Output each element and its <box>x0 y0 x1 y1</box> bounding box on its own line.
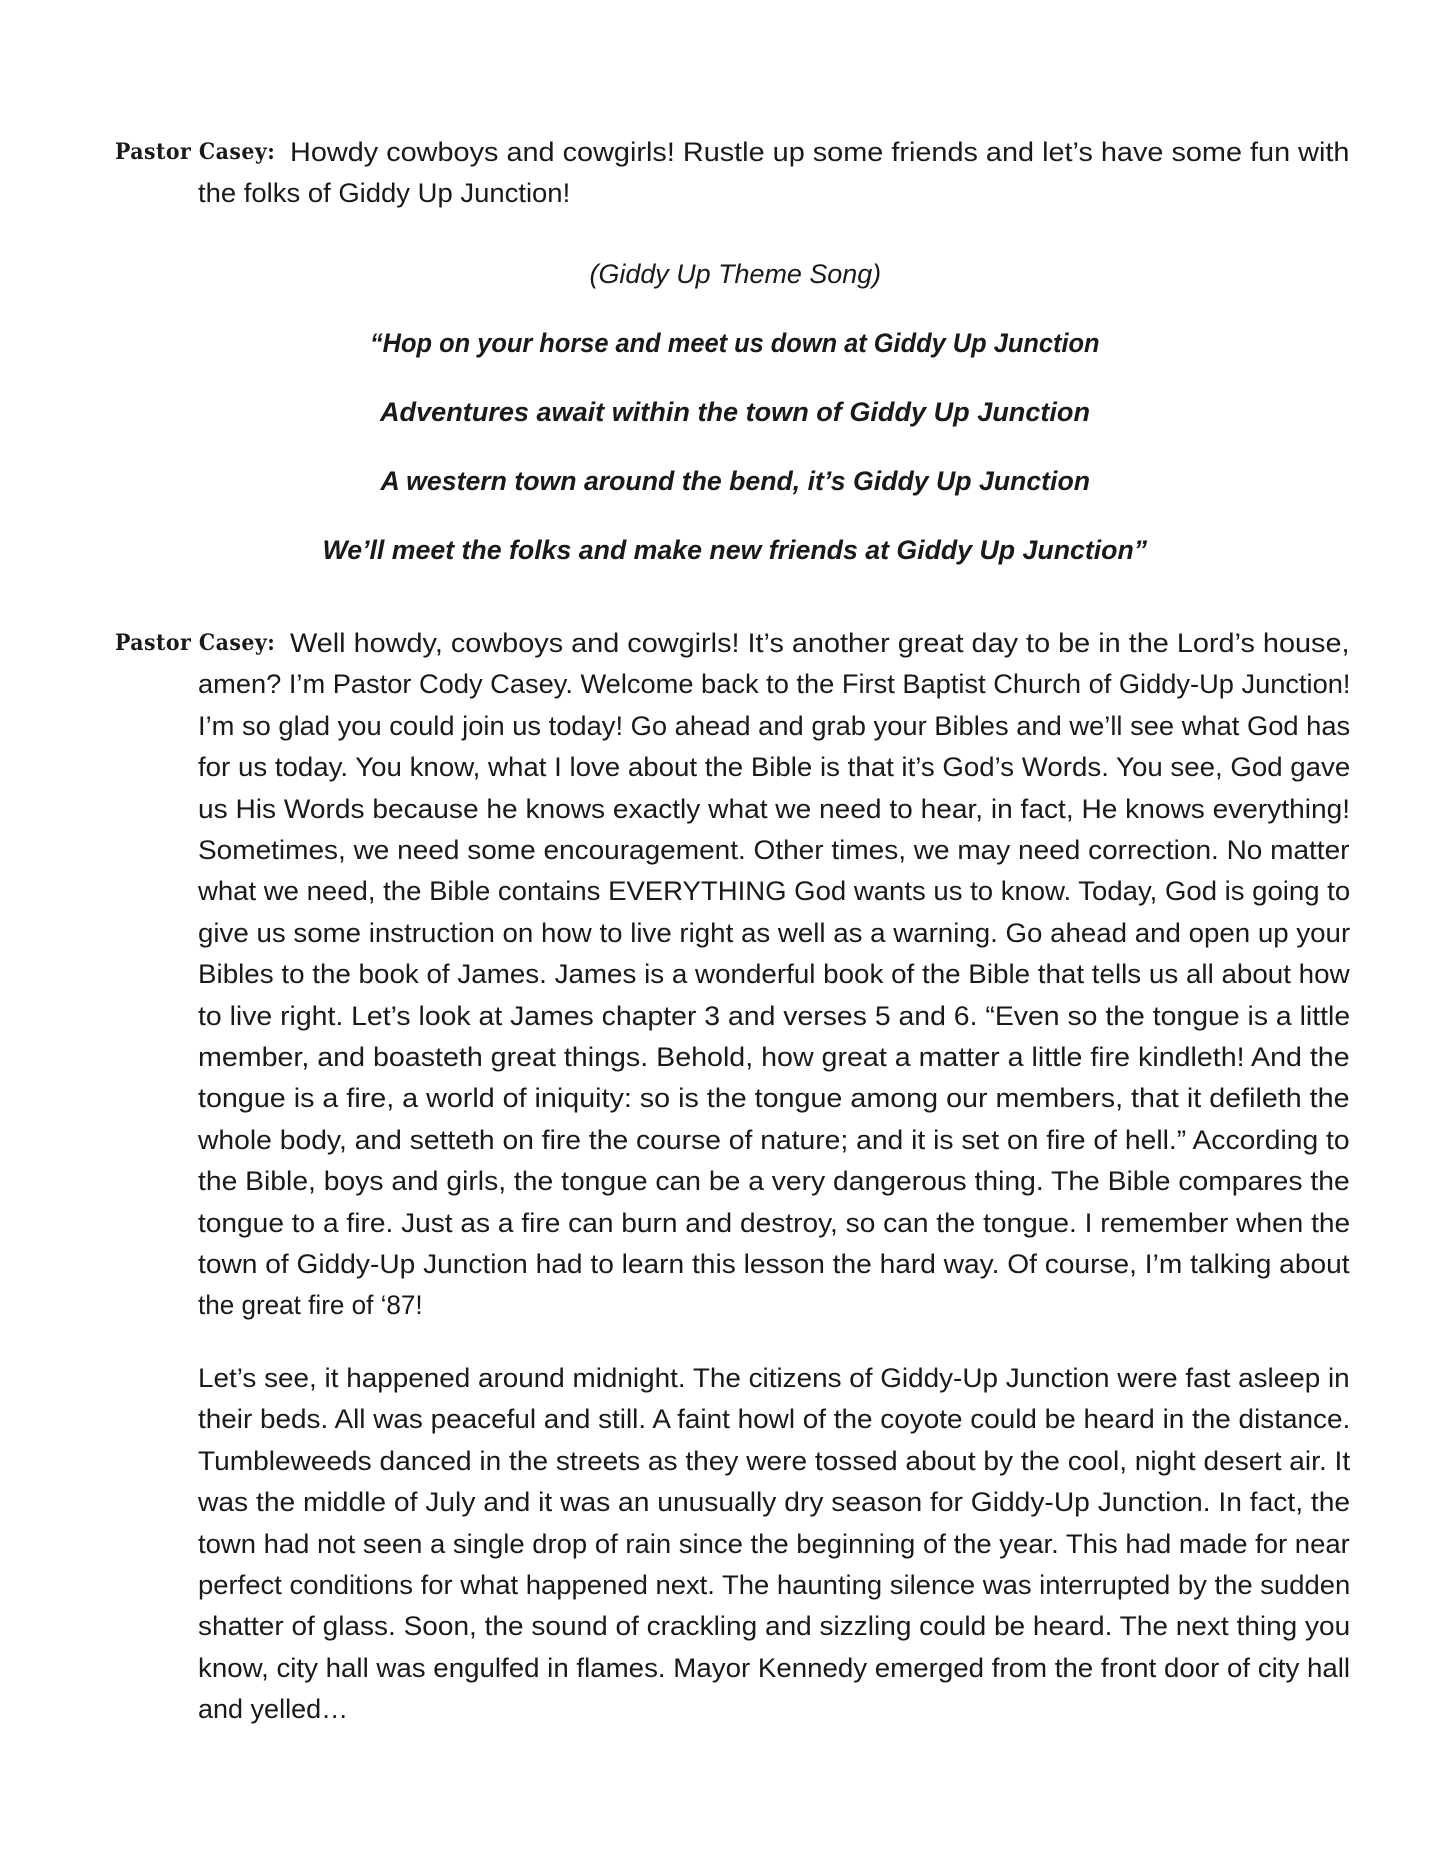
dialogue-line: for us today. You know, what I love about the Bible is that it’s God’s Words. You see, God gave <box>198 752 1351 783</box>
paragraph-line: Tumbleweeds danced in the streets as they were tossed about by the cool, night desert air. It <box>198 1445 1351 1476</box>
dialogue-line: the Bible, boys and girls, the tongue can be a very dangerous thing. The Bible compares the <box>198 1166 1350 1197</box>
dialogue-line: to live right. Let’s look at James chapter 3 and verses 5 and 6. “Even so the tongue is a little <box>198 1000 1351 1031</box>
paragraph-line: perfect conditions for what happened next. The haunting silence was interrupted by the sudden <box>198 1570 1351 1600</box>
paragraph-line: was the middle of July and it was an unusually dry season for Giddy-Up Junction. In fact, the <box>198 1487 1351 1518</box>
dialogue-line: tongue is a fire, a world of iniquity: so is the tongue among our members, that it defileth the <box>198 1083 1350 1114</box>
paragraph-line: know, city hall was engulfed in flames. Mayor Kennedy emerged from the front door of city hall <box>198 1652 1351 1683</box>
dialogue-line: the great fire of ‘87! <box>198 1290 423 1321</box>
dialogue-line: member, and boasteth great things. Behold, how great a matter a little fire kindleth! And the <box>198 1042 1350 1072</box>
dialogue-line: Bibles to the book of James. James is a wonderful book of the Bible that tells us all about how <box>198 959 1350 990</box>
paragraph-line: their beds. All was peaceful and still. A faint howl of the coyote could be heard in the distance. <box>198 1404 1351 1435</box>
song-lyric: We’ll meet the folks and make new friends at Giddy Up Junction” <box>322 535 1148 565</box>
song-lyric: Adventures await within the town of Giddy Up Junction <box>379 397 1091 427</box>
dialogue-line: I’m so glad you could join us today! Go ahead and grab your Bibles and we’ll see what God has <box>198 710 1351 741</box>
song-title: (Giddy Up Theme Song) <box>588 259 881 289</box>
dialogue-line: town of Giddy-Up Junction had to learn this lesson the hard way. Of course, I’m talking about <box>198 1249 1350 1279</box>
speaker-label: Pastor Casey: <box>115 139 276 165</box>
paragraph-line: shatter of glass. Soon, the sound of crackling and sizzling could be heard. The next thing you <box>198 1611 1351 1642</box>
dialogue-line: Sometimes, we need some encouragement. Other times, we may need correction. No matter <box>198 835 1350 865</box>
paragraph-line: town had not seen a single drop of rain since the beginning of the year. This had made for near <box>198 1528 1350 1559</box>
dialogue-line: Howdy cowboys and cowgirls! Rustle up some friends and let’s have some fun with <box>290 137 1350 167</box>
dialogue-line: tongue to a fire. Just as a fire can burn and destroy, so can the tongue. I remember when the <box>198 1207 1351 1238</box>
dialogue-line: amen? I’m Pastor Cody Casey. Welcome back to the First Baptist Church of Giddy-Up Junction! <box>198 669 1351 700</box>
dialogue-line: Well howdy, cowboys and cowgirls! It’s another great day to be in the Lord’s house, <box>290 628 1350 658</box>
song-lyric: “Hop on your horse and meet us down at Giddy Up Junction <box>369 328 1100 358</box>
dialogue-line: the folks of Giddy Up Junction! <box>198 178 571 208</box>
song-lyric: A western town around the bend, it’s Giddy Up Junction <box>379 466 1090 496</box>
paragraph-line: Let’s see, it happened around midnight. The citizens of Giddy-Up Junction were fast asleep in <box>198 1363 1350 1393</box>
dialogue-line: us His Words because he knows exactly what we need to hear, in fact, He knows everything! <box>198 793 1351 824</box>
dialogue-line: whole body, and setteth on fire the course of nature; and it is set on fire of hell.” According to <box>198 1124 1350 1155</box>
dialogue-line: what we need, the Bible contains EVERYTHING God wants us to know. Today, God is going to <box>198 876 1351 907</box>
paragraph-line: and yelled… <box>198 1694 349 1725</box>
dialogue-line: give us some instruction on how to live right as well as a warning. Go ahead and open up your <box>198 917 1351 948</box>
speaker-label: Pastor Casey: <box>115 630 276 656</box>
